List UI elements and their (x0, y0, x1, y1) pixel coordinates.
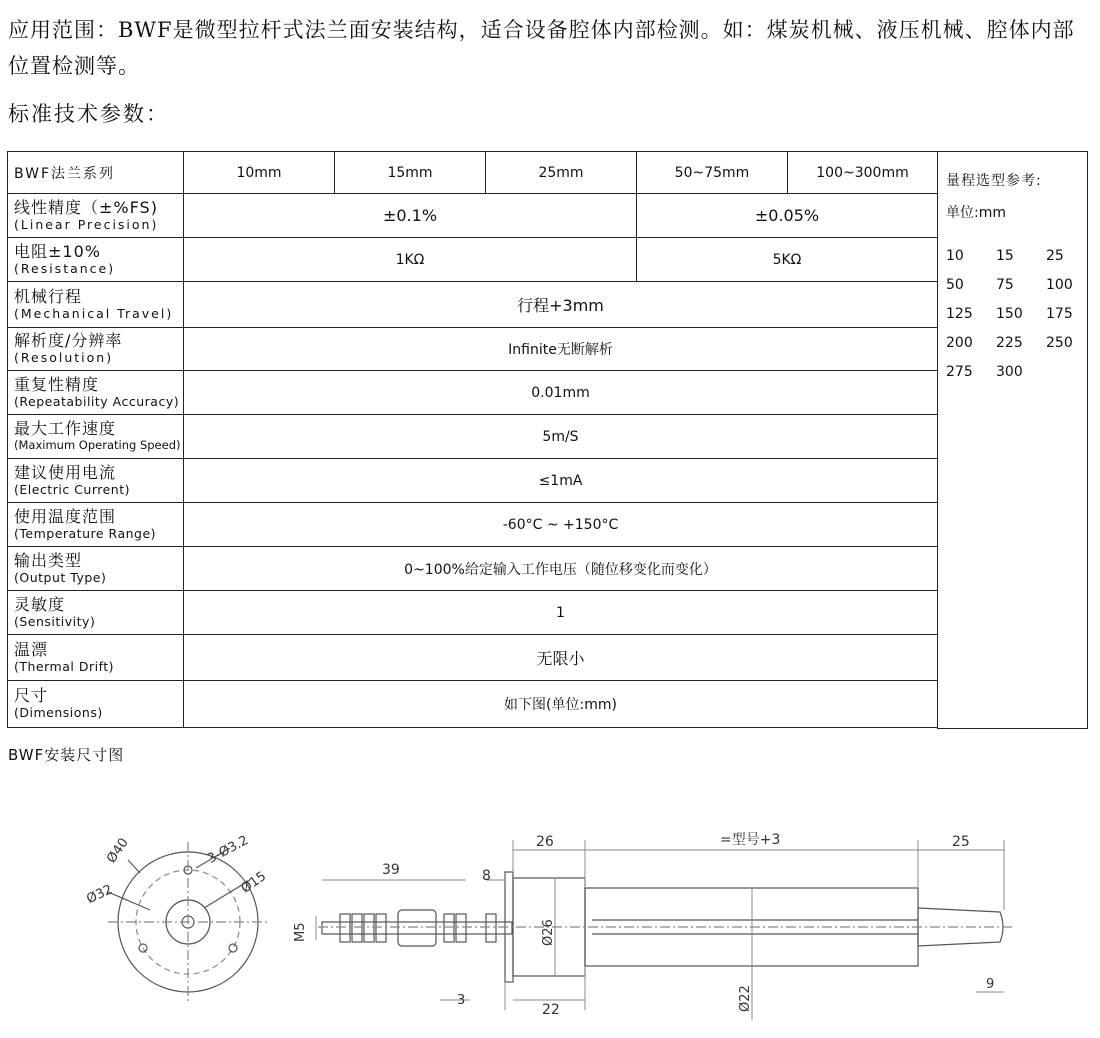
range-value: 125 (946, 306, 973, 322)
size-15mm: 15mm (335, 152, 486, 194)
resolution-en: (Resolution) (14, 350, 114, 365)
sensitivity-en: (Sensitivity) (14, 613, 96, 629)
dim-label-m5: M5 (293, 922, 308, 942)
dim-label-phi22: Ø22 (738, 985, 753, 1012)
nut-6 (456, 914, 466, 942)
size-25mm: 25mm (486, 152, 637, 194)
application-intro: 应用范围：BWF是微型拉杆式法兰面安装结构，适合设备腔体内部检测。如：煤炭机械、液压机械、腔体内部位置检测等。 (8, 18, 1075, 78)
output-value: 0~100%给定输入工作电压（随位移变化而变化） (184, 547, 938, 591)
size-50-75mm: 50~75mm (637, 152, 788, 194)
table-row-resistance (8, 238, 1088, 282)
resistance-value-1: 1KΩ (184, 238, 637, 282)
dimensions-cn: 尺寸 (14, 686, 49, 705)
resistance-en: (Resistance) (14, 260, 116, 276)
dim-label-9: 9 (986, 977, 995, 992)
table-row-drift (8, 635, 1088, 681)
range-value: 100 (1046, 277, 1073, 293)
range-value: 275 (946, 364, 973, 380)
range-value: 300 (996, 364, 1023, 380)
current-en: (Electric Current) (14, 481, 130, 497)
dimension-lines (316, 840, 1004, 1020)
flange-label-phi32: Ø32 (84, 882, 115, 908)
drift-cn: 温漂 (14, 639, 49, 659)
drift-value: 无限小 (184, 635, 938, 681)
current-value: ≤1mA (184, 459, 938, 503)
range-values (946, 248, 1087, 380)
range-value: 75 (996, 277, 1014, 293)
nut-7 (486, 914, 496, 942)
table-row-output (8, 547, 1088, 591)
repeatability-en: (Repeatability Accuracy) (14, 393, 180, 409)
range-reference (938, 152, 1088, 729)
resistance-cn: 电阻±10% (14, 241, 101, 261)
table-row-dimensions (8, 681, 1088, 728)
dim-label-phi26: Ø26 (541, 919, 556, 946)
travel-value: 行程+3mm (184, 282, 938, 328)
size-100-300mm: 100~300mm (788, 152, 938, 194)
table-row-resolution (8, 328, 1088, 371)
dim-label-25: 25 (952, 834, 970, 850)
dim-label-8: 8 (482, 868, 491, 884)
drift-en: (Thermal Drift) (14, 658, 115, 674)
speed-value: 5m/S (184, 415, 938, 459)
range-value: 150 (996, 306, 1023, 322)
bolt-hole-2 (229, 944, 237, 952)
flange-label-phi15: Ø15 (238, 868, 270, 897)
temperature-en: (Temperature Range) (14, 525, 157, 541)
linear-value-2: ±0.05% (637, 194, 938, 238)
speed-cn: 最大工作速度 (14, 418, 117, 438)
resolution-value: Infinite无断解析 (184, 328, 938, 371)
flange-label-3-phi3.2: 3-Ø3.2 (205, 833, 251, 867)
repeatability-cn: 重复性精度 (14, 374, 100, 394)
rod-coupler (398, 910, 436, 946)
table-row-travel (8, 282, 1088, 328)
dimension-drawing (0, 770, 1100, 1038)
nut-5 (444, 914, 454, 942)
flange-leader-40 (128, 860, 140, 873)
size-10mm: 10mm (184, 152, 335, 194)
speed-en: (Maximum Operating Speed) (14, 437, 181, 452)
range-value: 175 (1046, 306, 1073, 322)
linear-cn: 线性精度（±%FS) (14, 197, 158, 217)
nut-3 (364, 914, 374, 942)
resolution-cn: 解析度/分辨率 (14, 331, 123, 350)
dim-label-type-plus-3: =型号+3 (720, 832, 781, 848)
standard-params-title: 标准技术参数： (8, 102, 169, 126)
range-value: 15 (996, 248, 1014, 264)
range-value: 25 (1046, 248, 1064, 264)
series-label: BWF法兰系列 (8, 152, 184, 194)
nut-2 (352, 914, 362, 942)
dimensions-en: (Dimensions) (14, 705, 103, 720)
table-row-repeatability (8, 371, 1088, 415)
range-unit: 单位:mm (946, 205, 1006, 221)
nut-4 (376, 914, 386, 942)
table-row-speed (8, 415, 1088, 459)
table-row-header (8, 152, 1088, 194)
table-row-current (8, 459, 1088, 503)
table-row-sensitivity (8, 591, 1088, 635)
output-en: (Output Type) (14, 569, 107, 585)
resistance-value-2: 5KΩ (637, 238, 938, 282)
dimensions-value: 如下图(单位:mm) (184, 681, 938, 728)
nut-1 (340, 914, 350, 942)
linear-en: (Linear Precision) (14, 216, 159, 232)
sensitivity-cn: 灵敏度 (14, 594, 66, 614)
dim-label-26: 26 (536, 834, 554, 850)
dimension-drawing-title: BWF安装尺寸图 (8, 746, 125, 764)
dim-label-22: 22 (542, 1002, 560, 1018)
output-cn: 输出类型 (14, 550, 83, 570)
range-value: 50 (946, 277, 964, 293)
table-row-temperature (8, 503, 1088, 547)
dim-label-39: 39 (382, 862, 400, 878)
sensor-side-view (318, 872, 1012, 982)
spec-table (7, 151, 1088, 729)
travel-en: (Mechanical Travel) (14, 305, 174, 321)
range-value: 200 (946, 335, 973, 351)
sensitivity-value: 1 (184, 591, 938, 635)
repeatability-value: 0.01mm (184, 371, 938, 415)
range-value: 10 (946, 248, 964, 264)
flange-label-phi40: Ø40 (104, 835, 132, 867)
travel-cn: 机械行程 (14, 286, 83, 306)
dim-label-3: 3 (457, 993, 466, 1008)
flange-front-view (108, 842, 268, 1002)
current-cn: 建议使用电流 (14, 462, 117, 482)
range-title: 量程选型参考: (946, 173, 1042, 189)
linear-value-1: ±0.1% (184, 194, 637, 238)
table-row-linear (8, 194, 1088, 238)
range-value: 250 (1046, 335, 1073, 351)
range-value: 225 (996, 335, 1023, 351)
temperature-cn: 使用温度范围 (14, 506, 117, 526)
temperature-value: -60°C ~ +150°C (184, 503, 938, 547)
